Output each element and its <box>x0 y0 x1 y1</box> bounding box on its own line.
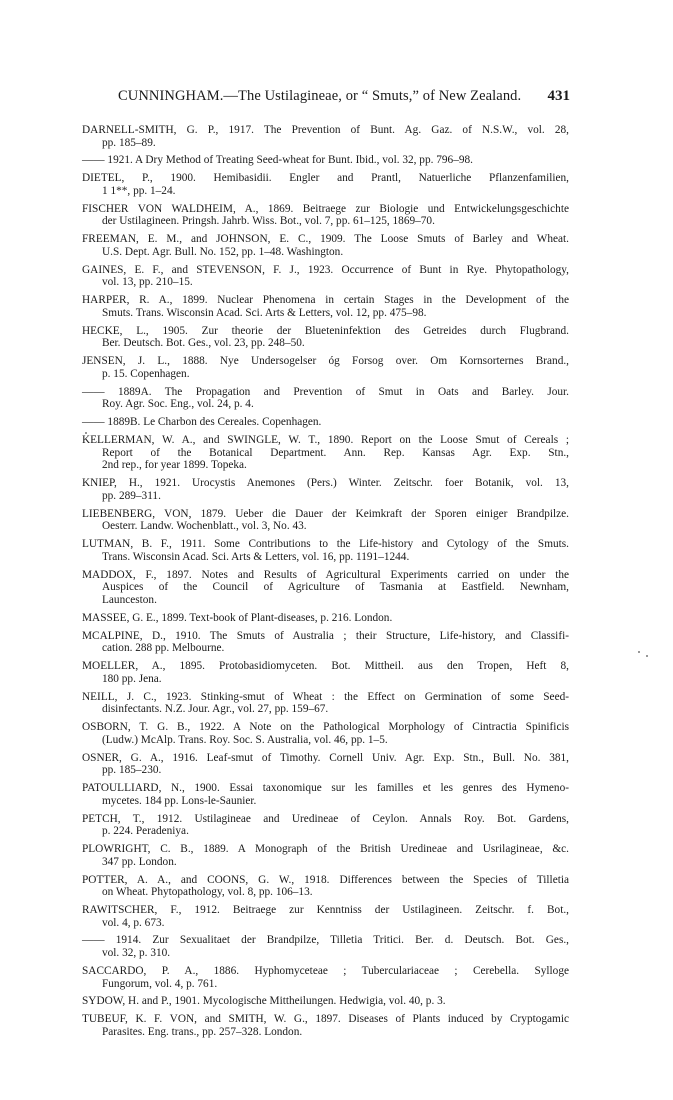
reference-entry <box>82 843 569 868</box>
reference-entry <box>82 569 569 607</box>
reference-entry <box>82 782 569 807</box>
scan-speck <box>646 655 648 657</box>
reference-entry <box>82 904 569 929</box>
reference-continuation-line: p. 15. Copenhagen. <box>102 367 190 380</box>
running-title: CUNNINGHAM.—The Ustilagineae, or “ Smuts,” of New Zealand. <box>118 88 522 104</box>
reference-first-line: —— 1914. Zur Sexualitaet der Brandpilze, Tilletia Tritici. Ber. d. Deutsch. Bot. Ges., <box>82 934 569 947</box>
reference-continuation-line: Auspices of the Council of Agriculture of Tasmania at Eastfield. Newnham, <box>102 581 569 594</box>
reference-entry <box>82 934 569 959</box>
reference-continuation-line: pp. 185–89. <box>102 136 156 149</box>
reference-entry <box>82 325 569 350</box>
reference-continuation-line: Fungorum, vol. 4, p. 761. <box>102 977 218 990</box>
reference-entry <box>82 813 569 838</box>
reference-continuation-line: 1 1**, pp. 1–24. <box>102 184 176 197</box>
reference-first-line: MASSEE, G. E., 1899. Text-book of Plant-diseases, p. 216. London. <box>82 611 393 624</box>
reference-entry <box>82 386 569 411</box>
reference-first-line: HECKE, L., 1905. Zur theorie der Blueteninfektion des Getreides durch Flugbrand. <box>82 324 569 337</box>
reference-first-line: SACCARDO, P. A., 1886. Hyphomyceteae ; Tuberculariaceae ; Cerebella. Sylloge <box>82 964 569 977</box>
reference-first-line: NEILL, J. C., 1923. Stinking-smut of Wheat : the Effect on Germination of some Seed- <box>82 690 569 703</box>
scan-speck <box>85 432 87 434</box>
reference-continuation-line: Oesterr. Landw. Wochenblatt., vol. 3, No. 43. <box>102 520 307 533</box>
reference-first-line: POTTER, A. A., and COONS, G. W., 1918. Differences between the Species of Tilletia <box>82 873 569 886</box>
reference-continuation-line: Launceston. <box>102 593 157 606</box>
reference-continuation-line: on Wheat. Phytopathology, vol. 8, pp. 106–13. <box>102 886 313 899</box>
reference-continuation-line: vol. 32, p. 310. <box>102 947 171 960</box>
scan-speck <box>638 651 640 653</box>
reference-entry <box>82 538 569 563</box>
reference-continuation-line: Smuts. Trans. Wisconsin Acad. Sci. Arts & Letters, vol. 12, pp. 475–98. <box>102 306 427 319</box>
reference-first-line: DARNELL-SMITH, G. P., 1917. The Prevention of Bunt. Ag. Gaz. of N.S.W., vol. 28, <box>82 124 569 136</box>
reference-first-line: FREEMAN, E. M., and JOHNSON, E. C., 1909. The Loose Smuts of Barley and Wheat. <box>82 233 569 246</box>
bibliography-list <box>82 124 569 1044</box>
reference-continuation-line: pp. 289–311. <box>102 489 161 502</box>
reference-continuation-line: Parasites. Eng. trans., pp. 257–328. London. <box>102 1025 303 1038</box>
reference-continuation-line: disinfectants. N.Z. Jour. Agr., vol. 27, pp. 159–67. <box>102 703 329 716</box>
reference-first-line: LUTMAN, B. F., 1911. Some Contributions to the Life-history and Cytology of the Smuts. <box>82 538 569 551</box>
reference-continuation-line: p. 224. Peradeniya. <box>102 825 189 838</box>
reference-first-line: OSNER, G. A., 1916. Leaf-smut of Timothy. Cornell Univ. Agr. Exp. Stn., Bull. No. 381, <box>82 751 569 764</box>
reference-entry <box>82 508 569 533</box>
reference-first-line: GAINES, E. F., and STEVENSON, F. J., 1923. Occurrence of Bunt in Rye. Phytopathology, <box>82 263 569 276</box>
reference-entry <box>82 721 569 746</box>
reference-continuation-line: cation. 288 pp. Melbourne. <box>102 642 225 655</box>
reference-first-line: DIETEL, P., 1900. Hemibasidii. Engler and Prantl, Natuerliche Pflanzenfamilien, <box>82 172 569 185</box>
reference-continuation-line: mycetes. 184 pp. Lons-le-Saunier. <box>102 794 257 807</box>
reference-entry <box>82 630 569 655</box>
reference-entry <box>82 874 569 899</box>
reference-continuation-line: Trans. Wisconsin Acad. Sci. Arts & Letters, vol. 16, pp. 1191–1244. <box>102 550 410 563</box>
reference-entry <box>82 434 569 472</box>
reference-continuation-line: U.S. Dept. Agr. Bull. No. 152, pp. 1–48. Washington. <box>102 245 344 258</box>
reference-first-line: HARPER, R. A., 1899. Nuclear Phenomena in certain Stages in the Development of the <box>82 294 569 307</box>
reference-entry <box>82 233 569 258</box>
reference-continuation-line: Ber. Deutsch. Bot. Ges., vol. 23, pp. 248–50. <box>102 337 305 350</box>
reference-entry <box>82 154 569 167</box>
reference-entry <box>82 355 569 380</box>
reference-entry <box>82 294 569 319</box>
reference-entry <box>82 172 569 197</box>
reference-first-line: KELLERMAN, W. A., and SWINGLE, W. T., 1890. Report on the Loose Smut of Cereals ; <box>82 434 569 447</box>
reference-entry <box>82 752 569 777</box>
reference-entry <box>82 477 569 502</box>
reference-continuation-line: (Ludw.) McAlp. Trans. Roy. Soc. S. Australia, vol. 46, pp. 1–5. <box>102 733 388 746</box>
reference-first-line: PETCH, T., 1912. Ustilagineae and Uredineae of Ceylon. Annals Roy. Bot. Gardens, <box>82 812 569 825</box>
reference-entry <box>82 1013 569 1038</box>
reference-entry <box>82 416 569 429</box>
reference-first-line: RAWITSCHER, F., 1912. Beitraege zur Kenntniss der Ustilagineen. Zeitschr. f. Bot., <box>82 904 569 916</box>
reference-continuation-line: Report of the Botanical Department. Ann. Rep. Kansas Agr. Exp. Stn., <box>102 446 569 459</box>
reference-first-line: MCALPINE, D., 1910. The Smuts of Australia ; their Structure, Life-history, and Classifi- <box>82 629 569 642</box>
reference-entry <box>82 965 569 990</box>
reference-entry <box>82 124 569 149</box>
reference-first-line: TUBEUF, K. F. VON, and SMITH, W. G., 1897. Diseases of Plants induced by Cryptogamic <box>82 1013 569 1026</box>
reference-continuation-line: 2nd rep., for year 1899. Topeka. <box>102 459 247 472</box>
reference-first-line: —— 1889B. Le Charbon des Cereales. Copenhagen. <box>82 416 322 429</box>
page-number: 431 <box>547 88 570 104</box>
reference-first-line: MADDOX, F., 1897. Notes and Results of Agricultural Experiments carried on under the <box>82 568 569 581</box>
reference-continuation-line: Roy. Agr. Soc. Eng., vol. 24, p. 4. <box>102 398 254 411</box>
reference-continuation-line: der Ustilagineen. Pringsh. Jahrb. Wiss. Bot., vol. 7, pp. 61–125, 1869–70. <box>102 215 435 228</box>
reference-first-line: SYDOW, H. and P., 1901. Mycologische Mittheilungen. Hedwigia, vol. 40, p. 3. <box>82 995 446 1008</box>
reference-first-line: PATOULLIARD, N., 1900. Essai taxonomique sur les familles et les genres des Hymeno- <box>82 782 569 795</box>
reference-first-line: —— 1921. A Dry Method of Treating Seed-wheat for Bunt. Ibid., vol. 32, pp. 796–98. <box>82 154 473 167</box>
reference-first-line: FISCHER VON WALDHEIM, A., 1869. Beitraege zur Biologie und Entwickelungsgeschichte <box>82 202 569 215</box>
reference-continuation-line: vol. 13, pp. 210–15. <box>102 276 193 289</box>
reference-first-line: PLOWRIGHT, C. B., 1889. A Monograph of the British Uredineae and Usrilagineae, &c. <box>82 843 569 856</box>
reference-entry <box>82 203 569 228</box>
reference-entry <box>82 264 569 289</box>
reference-first-line: OSBORN, T. G. B., 1922. A Note on the Pathological Morphology of Cintractia Spinificis <box>82 721 569 734</box>
reference-continuation-line: pp. 185–230. <box>102 764 162 777</box>
reference-entry <box>82 995 569 1008</box>
reference-first-line: —— 1889A. The Propagation and Prevention of Smut in Oats and Barley. Jour. <box>82 385 569 398</box>
reference-first-line: MOELLER, A., 1895. Protobasidiomyceten. Bot. Mittheil. aus den Tropen, Heft 8, <box>82 660 569 673</box>
reference-entry <box>82 612 569 625</box>
reference-continuation-line: 180 pp. Jena. <box>102 672 162 685</box>
reference-first-line: JENSEN, J. L., 1888. Nye Undersogelser óg Forsog over. Om Kornsorternes Brand., <box>82 355 569 368</box>
reference-first-line: KNIEP, H., 1921. Urocystis Anemones (Pers.) Winter. Zeitschr. foer Botanik, vol. 13, <box>82 477 569 490</box>
reference-entry <box>82 691 569 716</box>
reference-continuation-line: vol. 4, p. 673. <box>102 916 165 929</box>
reference-continuation-line: 347 pp. London. <box>102 855 177 868</box>
reference-first-line: LIEBENBERG, VON, 1879. Ueber die Dauer der Keimkraft der Sporen einiger Brandpilze. <box>82 507 569 520</box>
reference-entry <box>82 660 569 685</box>
running-header <box>118 88 570 105</box>
